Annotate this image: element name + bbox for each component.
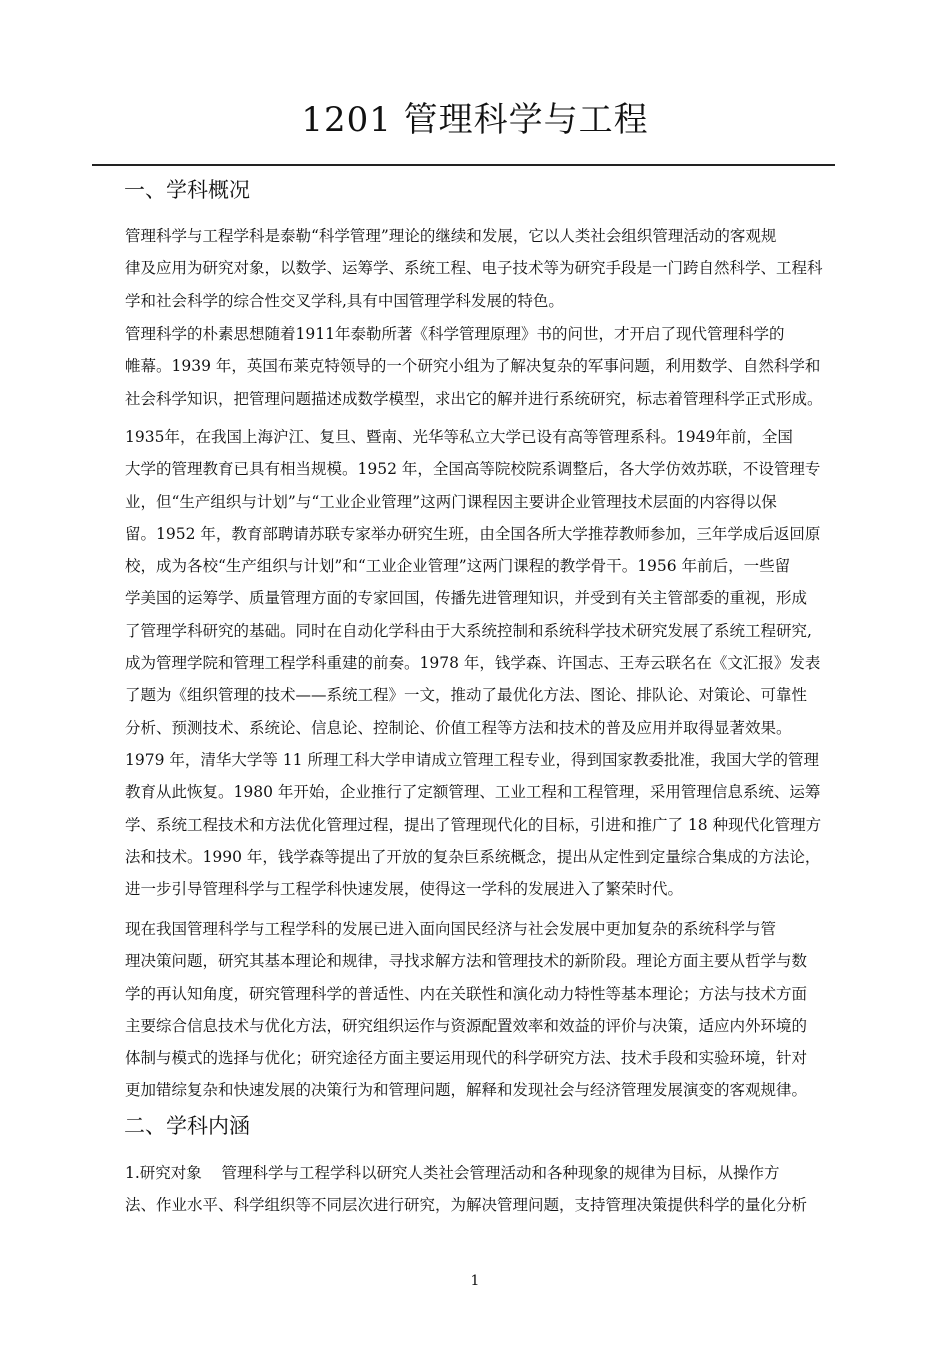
title-divider	[92, 164, 835, 166]
text-line: 1935年，在我国上海沪江、复旦、暨南、光华等私立大学已设有高等管理系科。1949年前，全国	[125, 428, 793, 446]
text-line: 学的再认知角度，研究管理科学的普适性、内在关联性和演化动力特性等基本理论；方法与技术方面	[125, 984, 808, 1003]
text-line: 主要综合信息技术与优化方法，研究组织运作与资源配置效率和效益的评价与决策，适应内外环境的	[125, 1016, 808, 1035]
text-line: 成为管理学院和管理工程学科重建的前奏。1978 年，钱学森、许国志、王寿云联名在《文汇报》发表	[125, 654, 821, 673]
text-line: 管理科学与工程学科是泰勒“科学管理”理论的继续和发展，它以人类社会组织管理活动的客观规	[125, 227, 777, 245]
text-line: 了题为《组织管理的技术——系统工程》一文，推动了最优化方法、图论、排队论、对策论、可靠性	[125, 686, 808, 705]
paragraph-5	[92, 1157, 837, 1222]
text-line: 帷幕。1939 年，英国布莱克特领导的一个研究小组为了解决复杂的军事问题，利用数学、自然科学和	[125, 357, 821, 376]
text-line: 律及应用为研究对象，以数学、运筹学、系统工程、电子技术等为研究手段是一门跨自然科学、工程科	[125, 259, 823, 278]
text-line: 学、系统工程技术和方法优化管理过程，提出了管理现代化的目标，引进和推广了 18 种现代化管理方	[125, 815, 822, 834]
text-line: 教育从此恢复。1980 年开始，企业推行了定额管理、工业工程和工程管理，采用管理信息系统、运筹	[125, 783, 821, 802]
paragraph-2	[92, 318, 837, 415]
text-line: 大学的管理教育已具有相当规模。1952 年，全国高等院校院系调整后，各大学仿效苏联，不设管理专	[125, 460, 821, 479]
text-line: 留。1952 年，教育部聘请苏联专家举办研究生班，由全国各所大学推荐教师参加，三年学成后返回原	[125, 524, 821, 543]
text-line: 现在我国管理科学与工程学科的发展已进入面向国民经济与社会发展中更加复杂的系统科学与管	[125, 920, 777, 938]
text-line: 理决策问题，研究其基本理论和规律，寻找求解方法和管理技术的新阶段。理论方面主要从哲学与数	[125, 952, 808, 971]
paragraph-3	[92, 421, 837, 905]
text-line: 校，成为各校“生产组织与计划”和“工业企业管理”这两门课程的教学骨干。1956 年前后，一些留	[125, 557, 791, 576]
page-number: 1	[470, 1273, 480, 1289]
text-line: 法和技术。1990 年，钱学森等提出了开放的复杂巨系统概念，提出从定性到定量综合集成的方法论，	[125, 847, 821, 866]
text-line: 了管理学科研究的基础。同时在自动化学科由于大系统控制和系统科学技术研究发展了系统工程研究,	[125, 621, 812, 640]
text-line: 学美国的运筹学、质量管理方面的专家回国，传播先进管理知识，并受到有关主管部委的重视，形成	[125, 589, 808, 608]
section-heading-connotation: 二、学科内涵	[124, 1114, 250, 1138]
text-line: 管理科学的朴素思想随着1911年泰勒所著《科学管理原理》书的问世，才开启了现代管理科学的	[125, 325, 785, 343]
text-line: 分析、预测技术、系统论、信息论、控制论、价值工程等方法和技术的普及应用并取得显著效果。	[125, 718, 792, 737]
text-line: 法、作业水平、科学组织等不同层次进行研究，为解决管理问题，支持管理决策提供科学的量化分析	[125, 1196, 808, 1215]
text-line: 更加错综复杂和快速发展的决策行为和管理问题，解释和发现社会与经济管理发展演变的客观规律。	[125, 1081, 808, 1100]
text-line: 进一步引导管理科学与工程学科快速发展，使得这一学科的发展进入了繁荣时代。	[125, 880, 684, 899]
text-line: 学和社会科学的综合性交叉学科,具有中国管理学科发展的特色。	[125, 291, 564, 310]
section-heading-overview: 一、学科概况	[124, 178, 250, 202]
text-line: 1.研究对象 管理科学与工程学科以研究人类社会管理活动和各种现象的规律为目标，从操作方	[125, 1164, 780, 1182]
text-line: 体制与模式的选择与优化；研究途径方面主要运用现代的科学研究方法、技术手段和实验环境，针对	[125, 1049, 808, 1068]
page-title: 1201 管理科学与工程	[301, 100, 649, 140]
text-line: 社会科学知识，把管理问题描述成数学模型，求出它的解并进行系统研究，标志着管理科学正式形成。	[125, 389, 823, 408]
paragraph-4	[92, 913, 837, 1107]
text-line: 业，但“生产组织与计划”与“工业企业管理”这两门课程因主要讲企业管理技术层面的内容得以保	[125, 492, 777, 511]
paragraph-1	[92, 220, 837, 317]
text-line: 1979 年，清华大学等 11 所理工科大学申请成立管理工程专业，得到国家教委批准，我国大学的管理	[125, 750, 819, 769]
